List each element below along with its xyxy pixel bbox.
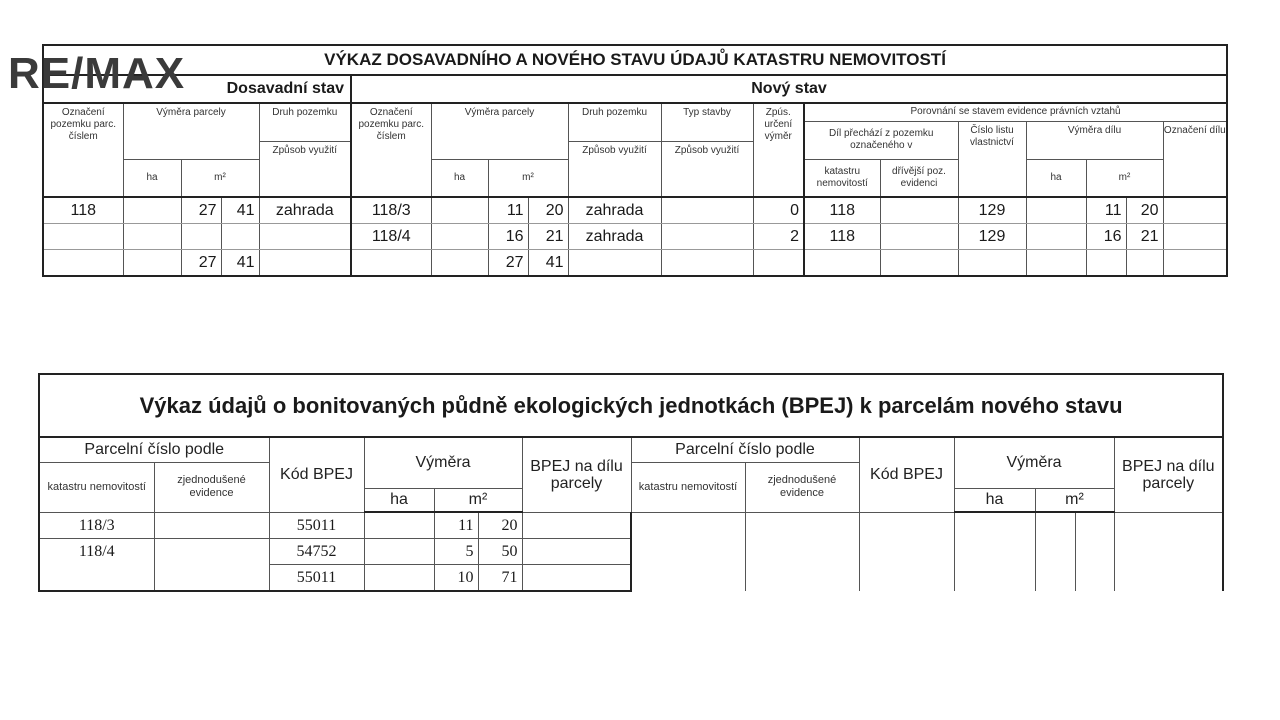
zpus-urceni: 0 [753,197,804,224]
header-dil-prechazi: Díl přechází z pozemku označeného v [804,121,958,159]
header-typ-stavby: Typ stavby [661,103,753,141]
old-parcel: 118 [43,197,123,224]
cislo-lv: 129 [958,224,1026,250]
m2-int: 11 [434,512,478,539]
dil-m2-int: 16 [1086,224,1126,250]
kod-bpej: 54752 [269,539,364,565]
dil-m2-dec: 20 [1126,197,1163,224]
header-zjednodusene-right: zjednodušené evidence [745,462,859,512]
table-title: Výkaz údajů o bonitovaných půdně ekologických jednotkách (BPEJ) k parcelám nového stavu [39,374,1223,437]
old-total-int: 27 [181,250,221,277]
dil-m2-int: 11 [1086,197,1126,224]
new-m2-int: 16 [488,224,528,250]
header-druh-new: Druh pozemku [568,103,661,141]
cislo-lv: 129 [958,197,1026,224]
header-m2-new: m² [488,159,568,197]
header-m2-right: m² [1035,488,1114,512]
header-druh: Druh pozemku [259,103,351,141]
header-vymera: Výměra [364,437,522,488]
new-m2-dec: 20 [528,197,568,224]
dil-m2-dec: 21 [1126,224,1163,250]
m2-dec: 50 [478,539,522,565]
new-druh: zahrada [568,197,661,224]
old-druh: zahrada [259,197,351,224]
table-row [43,224,1227,250]
parcel: 118/4 [39,539,154,565]
table-row [43,197,1227,224]
table-row [39,539,1223,565]
header-oznaceni: Označení pozemku parc. číslem [43,103,123,197]
parcel: 118/3 [39,512,154,539]
header-kod: Kód BPEJ [269,437,364,512]
header-ha: ha [123,159,181,197]
header-m2: m² [181,159,259,197]
header-vymera-dilu: Výměra dílu [1026,121,1163,159]
remax-logo: RE/MAX [8,49,186,98]
header-porovnani: Porovnání se stavem evidence právních vztahů [804,103,1227,121]
new-parcel: 118/4 [351,224,431,250]
zpus-urceni: 2 [753,224,804,250]
new-m2-dec: 21 [528,224,568,250]
old-total-dec: 41 [221,250,259,277]
header-cislo-lv: Číslo listu vlastnictví [958,121,1026,197]
m2-int: 10 [434,565,478,592]
header-vymera-new: Výměra parcely [431,103,568,159]
header-zpusob: Způsob využití [259,141,351,197]
header-bpej-dil-right: BPEJ na dílu parcely [1114,437,1223,512]
header-zpusob-typ: Způsob využití [661,141,753,197]
header-zjednodusene: zjednodušené evidence [154,462,269,512]
kod-bpej: 55011 [269,512,364,539]
m2-dec: 71 [478,565,522,592]
old-m2-int: 27 [181,197,221,224]
total-row [43,250,1227,277]
old-m2-dec: 41 [221,197,259,224]
header-vymera-right: Výměra [954,437,1114,488]
header-ha: ha [364,488,434,512]
header-vymera: Výměra parcely [123,103,259,159]
header-drivejsi: dřívější poz. evidenci [880,159,958,197]
header-bpej-dil: BPEJ na dílu parcely [522,437,631,512]
new-parcel: 118/3 [351,197,431,224]
header-ha-new: ha [431,159,488,197]
header-oznaceni-new: Označení pozemku parc. číslem [351,103,431,197]
header-m2-dil: m² [1086,159,1163,197]
katastru: 118 [804,197,880,224]
new-total-int: 27 [488,250,528,277]
header-ha-right: ha [954,488,1035,512]
table-row [39,565,1223,592]
header-zpusob-new: Způsob využití [568,141,661,197]
header-katastru: katastru nemovitostí [39,462,154,512]
header-ha-dil: ha [1026,159,1086,197]
section-new: Nový stav [351,75,1227,103]
header-katastru-right: katastru nemovitostí [631,462,745,512]
header-parcelni: Parcelní číslo podle [39,437,269,462]
m2-dec: 20 [478,512,522,539]
header-katastru: katastru nemovitostí [804,159,880,197]
table-title: VÝKAZ DOSAVADNÍHO A NOVÉHO STAVU ÚDAJŮ KATASTRU NEMOVITOSTÍ [43,45,1227,75]
new-druh: zahrada [568,224,661,250]
header-m2: m² [434,488,522,512]
bpej-table [38,373,1224,592]
katastru: 118 [804,224,880,250]
m2-int: 5 [434,539,478,565]
new-total-dec: 41 [528,250,568,277]
header-oznaceni-dilu: Označení dílu [1163,121,1227,197]
header-zpus-urceni: Zpús. určení výměr [753,103,804,197]
cadastre-table [42,44,1228,277]
new-m2-int: 11 [488,197,528,224]
kod-bpej: 55011 [269,565,364,592]
header-kod-right: Kód BPEJ [859,437,954,512]
header-parcelni-right: Parcelní číslo podle [631,437,859,462]
section-old: Dosavadní stav [43,75,351,103]
table-row [39,512,1223,539]
